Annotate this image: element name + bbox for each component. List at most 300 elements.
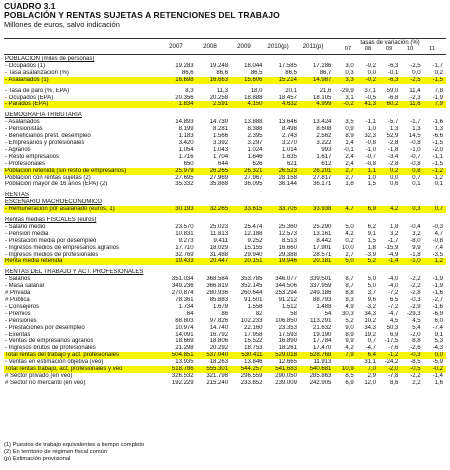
- rate-cell: -1,5: [432, 139, 443, 146]
- rate-cell: [401, 56, 423, 63]
- value-cell: [197, 199, 231, 206]
- value-cell: 88.793: [313, 297, 332, 303]
- rate-cell: -2,6: [410, 345, 421, 352]
- rate-cell: -0,5: [365, 94, 376, 101]
- rate-cell: [424, 112, 446, 119]
- table-row: [4, 380, 446, 387]
- value-cell: [162, 192, 196, 199]
- row-label: Población retenida (sin resto de empresarios): [4, 168, 162, 175]
- row-label: - Salario medio: [5, 223, 46, 230]
- table-row: [4, 238, 446, 245]
- table-row: [4, 231, 446, 238]
- value-cell: 14.091: [175, 331, 194, 338]
- rate-cell: 3,2: [412, 230, 421, 237]
- rate-cell: [334, 192, 356, 199]
- rate-cell: [379, 199, 401, 206]
- footnotes: [4, 442, 144, 463]
- rate-cell: [334, 199, 356, 206]
- value-cell: [231, 56, 265, 63]
- rate-cell: [401, 192, 423, 199]
- rate-cell: [401, 217, 423, 224]
- rate-cell: -4,3: [432, 345, 443, 352]
- rate-cell: 4,2: [345, 230, 354, 237]
- rate-cell: -2,5: [401, 77, 423, 84]
- value-cell: 529.018: [266, 352, 300, 359]
- rate-cell: -24,2: [384, 359, 399, 366]
- value-cell: 25.979: [162, 168, 196, 175]
- rate-cell: 41,3: [357, 101, 379, 108]
- value-cell: 650: [183, 160, 194, 167]
- header-rule: [4, 54, 446, 55]
- row-label: - Ingresos brutos de profesionales: [5, 345, 96, 352]
- value-cell: 26.523: [266, 168, 300, 175]
- rate-cell: -0,1: [343, 146, 354, 153]
- value-cell: 337.959: [309, 283, 332, 290]
- rate-cell: 1,2: [424, 258, 446, 265]
- rate-cell: -0,4: [410, 223, 421, 230]
- value-cell: 32.265: [197, 206, 231, 213]
- value-cell: 260.644: [240, 290, 263, 297]
- value-cell: 528.768: [300, 352, 334, 359]
- row-label: # Sector no mercantil (en veo): [5, 379, 86, 386]
- table-row: [4, 332, 446, 339]
- rate-cell: 8,9: [345, 331, 354, 338]
- value-cell: 22.160: [244, 324, 263, 331]
- table-row: [4, 95, 446, 102]
- rate-cell: [357, 199, 379, 206]
- value-cell: 54: [324, 310, 332, 317]
- rate-cell: -1,0: [365, 146, 376, 153]
- rate-cell: [424, 217, 446, 224]
- table-row: [4, 140, 446, 147]
- rate-cell: 2,9: [367, 372, 376, 379]
- rate-cell: -0,2: [424, 366, 446, 373]
- value-cell: 1.635: [281, 153, 297, 160]
- row-label: - Ventas de empresarios agrarios: [5, 338, 94, 345]
- value-cell: [266, 56, 300, 63]
- rate-cell: 14,5: [408, 133, 421, 140]
- value-cell: 19.248: [209, 62, 229, 69]
- value-cell: [266, 192, 300, 199]
- rate-cell: [424, 192, 446, 199]
- value-cell: [197, 56, 231, 63]
- rate-cell: 1,4: [345, 139, 354, 146]
- rate-cell: [379, 112, 401, 119]
- row-label: POBLACIÓN (miles de personas): [5, 56, 95, 62]
- rate-cell: 5,0: [367, 276, 376, 283]
- rate-cell: 4,5: [412, 317, 421, 324]
- rate-cell: -2,9: [410, 303, 421, 310]
- value-cell: 86,6: [216, 69, 229, 76]
- row-label: Total rentas trabajo, act. profesionales y veo: [4, 366, 162, 373]
- value-cell: 19.283: [175, 62, 194, 69]
- rate-cell: 8,5: [345, 372, 354, 379]
- value-cell: [231, 112, 265, 119]
- rate-cell: -0,7: [410, 153, 421, 160]
- rate-year-10: 10: [406, 46, 414, 52]
- value-cell: 368.584: [206, 276, 229, 283]
- value-cell: 253.294: [275, 290, 297, 297]
- rate-cell: [424, 199, 446, 206]
- rate-cell: 2,2: [412, 379, 421, 386]
- rate-cell: 3,2: [389, 230, 399, 237]
- rate-cell: -7,4: [432, 324, 443, 331]
- rate-cell: 7,0: [357, 366, 379, 373]
- row-label: - Ocupados (1): [5, 62, 46, 69]
- col-year-2010: 2010(p): [267, 43, 289, 50]
- value-cell: 1.558: [247, 303, 263, 310]
- value-cell: 540.681: [300, 366, 334, 373]
- rate-cell: 3,5: [345, 119, 354, 126]
- rate-cell: 7,9: [424, 101, 446, 108]
- value-cell: 239.009: [275, 379, 297, 386]
- top-rule: [4, 38, 446, 39]
- value-cell: [162, 112, 196, 119]
- rate-cell: 5,2: [357, 258, 379, 265]
- rate-cell: -0,8: [410, 139, 421, 146]
- value-cell: 8.513: [281, 237, 297, 244]
- value-cell: 15.522: [244, 338, 263, 345]
- row-label: DEMOGRAFÍA TRIBUTARIA: [5, 112, 82, 119]
- value-cell: 612: [321, 160, 332, 167]
- col-year-2007: 2007: [169, 43, 183, 50]
- rate-cell: -2,0: [410, 331, 421, 338]
- value-cell: 14.987: [300, 77, 334, 84]
- rate-cell: 9,6: [367, 297, 376, 303]
- value-cell: 993: [321, 146, 332, 153]
- rate-cell: -0,8: [410, 160, 421, 167]
- value-cell: [300, 199, 334, 206]
- value-cell: 26.321: [231, 168, 265, 175]
- rate-cell: -0,8: [365, 160, 376, 167]
- table-row: [4, 70, 446, 77]
- value-cell: [300, 112, 334, 119]
- rate-cell: -29,9: [340, 87, 354, 94]
- table-row: [4, 161, 446, 168]
- value-cell: 16.890: [278, 338, 297, 345]
- value-cell: 270.874: [171, 290, 194, 297]
- rate-cell: -2,0: [379, 366, 401, 373]
- rate-cell: 0,2: [379, 168, 401, 175]
- table-row: [4, 147, 446, 154]
- table-row: [4, 101, 446, 108]
- value-cell: [300, 192, 334, 199]
- rate-cell: -1,5: [432, 160, 443, 167]
- rate-cell: -7,2: [387, 290, 399, 297]
- rate-cell: 4,7: [334, 206, 356, 213]
- table-row: [4, 245, 446, 252]
- value-cell: 17.710: [175, 244, 194, 251]
- rate-cell: -1,2: [424, 168, 446, 175]
- rate-cell: -0,1: [387, 69, 399, 76]
- value-cell: 20.258: [209, 94, 229, 101]
- row-label: Población con rentas sujetas (2): [5, 174, 91, 181]
- rate-cell: -4,7: [365, 345, 376, 352]
- row-label: Población mayor de 16 años (EPA) (2): [5, 181, 108, 188]
- value-cell: [197, 269, 231, 276]
- rate-cell: 0,9: [345, 126, 354, 133]
- value-cell: 352.145: [240, 283, 263, 290]
- row-label: - Exentas: [5, 331, 31, 338]
- row-label: - Pensionistas: [5, 126, 43, 133]
- value-cell: 29.388: [278, 251, 297, 258]
- rates-header: tasas de variación (%): [360, 40, 420, 46]
- rate-cell: 1,3: [389, 126, 399, 133]
- rate-cell: -1,2: [379, 352, 401, 359]
- rate-cell: [334, 217, 356, 224]
- table-row: [4, 126, 446, 133]
- table-row: [4, 252, 446, 259]
- table-row: [4, 181, 446, 188]
- rate-cell: -4,9: [387, 251, 399, 258]
- rate-cell: 4,7: [434, 230, 443, 237]
- value-cell: 8.498: [281, 126, 297, 133]
- value-cell: 1.512: [281, 303, 297, 310]
- value-cell: 18.669: [175, 338, 194, 345]
- value-cell: 106.850: [275, 317, 297, 324]
- rate-cell: 9,0: [345, 324, 354, 331]
- value-cell: 17.958: [244, 331, 263, 338]
- rate-cell: [334, 359, 356, 366]
- value-cell: [231, 199, 265, 206]
- rate-cell: 30,3: [342, 310, 354, 317]
- rate-cell: 0,3: [401, 206, 423, 213]
- value-cell: 9.273: [178, 237, 194, 244]
- rate-cell: 37,1: [364, 87, 376, 94]
- value-cell: 91.501: [244, 297, 263, 303]
- section-header-row: [4, 217, 446, 224]
- value-cell: 36.095: [244, 181, 263, 188]
- value-cell: 86,6: [181, 69, 194, 76]
- rate-cell: -2,0: [432, 146, 443, 153]
- rate-cell: 11,4: [409, 87, 421, 94]
- rate-cell: -3,4: [387, 153, 399, 160]
- value-cell: 27.967: [244, 174, 263, 181]
- table-row: [4, 77, 446, 84]
- row-label: RENTAS: [5, 192, 29, 199]
- rate-cell: 59,0: [386, 87, 399, 94]
- value-cell: 9.411: [213, 237, 229, 244]
- rate-cell: 2,4: [345, 160, 354, 167]
- value-cell: 58: [290, 310, 297, 317]
- rate-cell: -1,0: [401, 258, 423, 265]
- value-cell: 1.024: [247, 146, 263, 153]
- rate-cell: -2,8: [410, 290, 421, 297]
- value-cell: 14.893: [175, 119, 194, 126]
- value-cell: [231, 269, 265, 276]
- value-cell: 16.792: [209, 331, 229, 338]
- value-cell: 8.199: [178, 126, 194, 133]
- value-cell: 86,5: [250, 69, 263, 76]
- value-cell: 349.236: [171, 283, 194, 290]
- value-cell: 25.023: [209, 223, 229, 230]
- row-label: - Parados (EPA): [4, 101, 162, 108]
- row-label: - Pensiones: [5, 317, 37, 324]
- value-cell: [162, 56, 196, 63]
- value-cell: [197, 192, 231, 199]
- value-cell: 1.716: [178, 153, 194, 160]
- value-cell: 280.936: [206, 290, 229, 297]
- rate-cell: [357, 112, 379, 119]
- table-row: [4, 297, 446, 304]
- rate-cell: 0,3: [345, 69, 354, 76]
- rate-cell: 7,8: [434, 87, 443, 94]
- value-cell: 97.826: [209, 317, 229, 324]
- value-cell: 3.392: [213, 139, 229, 146]
- value-cell: 35.868: [209, 181, 229, 188]
- value-cell: 16.660: [278, 244, 297, 251]
- table-row: [4, 119, 446, 126]
- value-cell: 1.679: [213, 303, 229, 310]
- rate-cell: -1,0: [410, 146, 421, 153]
- value-cell: 19.946: [266, 258, 300, 265]
- rate-cell: 8,8: [345, 290, 354, 297]
- value-cell: [197, 112, 231, 119]
- rate-cell: -17,5: [384, 338, 399, 345]
- row-label: - Prestación media por desempleo: [5, 237, 97, 244]
- table-row: [4, 373, 446, 380]
- rate-cell: -1,6: [432, 119, 443, 126]
- rate-cell: -1,6: [432, 290, 443, 297]
- value-cell: 88.803: [175, 317, 194, 324]
- value-cell: 621: [286, 160, 297, 167]
- rate-cell: [357, 56, 379, 63]
- value-cell: 366.819: [206, 283, 229, 290]
- rate-cell: 0,7: [367, 338, 376, 345]
- value-cell: 18.888: [244, 94, 263, 101]
- footnote-3: (p) Estimación provisional: [4, 456, 71, 462]
- value-cell: 36.171: [313, 181, 332, 188]
- row-label: - Ingresos medios de profesionales: [5, 251, 99, 258]
- rate-cell: 4,5: [389, 317, 399, 324]
- rate-cell: [357, 192, 379, 199]
- table-row: [4, 154, 446, 161]
- value-cell: 16.663: [197, 77, 231, 84]
- rate-cell: 32,3: [364, 133, 376, 140]
- value-cell: 21.298: [175, 345, 194, 352]
- rate-cell: 2,7: [334, 168, 356, 175]
- row-label: - Asalariados: [5, 119, 40, 126]
- value-cell: 8.281: [213, 126, 229, 133]
- value-cell: 33.615: [231, 206, 265, 213]
- rate-cell: 6,4: [357, 352, 379, 359]
- value-cell: 102.233: [240, 317, 263, 324]
- row-label: - Remuneración por asalariado (euros, 1): [4, 206, 162, 213]
- rate-cell: [379, 192, 401, 199]
- row-label: # Pública: [5, 297, 30, 303]
- rate-cell: -3,2: [365, 303, 376, 310]
- rate-cell: 5,0: [367, 283, 376, 290]
- value-cell: 1.734: [178, 303, 194, 310]
- rate-cell: -6,8: [387, 94, 399, 101]
- value-cell: 27.969: [209, 174, 229, 181]
- rate-cell: 1,5: [367, 181, 376, 188]
- rate-cell: [401, 112, 423, 119]
- value-cell: 18.029: [209, 244, 229, 251]
- rate-year-08: 08: [364, 46, 372, 52]
- value-cell: 19.433: [162, 258, 196, 265]
- rate-cell: -4,0: [387, 276, 399, 283]
- data-table: [4, 56, 446, 387]
- rate-cell: -4,7: [387, 310, 399, 317]
- value-cell: 28.571: [313, 251, 332, 258]
- value-cell: 20.292: [209, 345, 229, 352]
- row-label: Total rentas del trabajo y act. profesionales: [4, 352, 162, 359]
- rate-cell: 7,9: [334, 352, 356, 359]
- rate-cell: 6,9: [345, 379, 354, 386]
- value-cell: 13.161: [313, 230, 332, 237]
- row-label: - Tasa de paro (%, EPA): [5, 87, 70, 94]
- row-label: - Prestaciones por desempleo: [5, 324, 85, 331]
- value-cell: 23.353: [278, 324, 297, 331]
- rate-cell: 8,3: [345, 297, 354, 303]
- value-cell: 242.905: [309, 379, 332, 386]
- table-row: [4, 366, 446, 373]
- value-cell: 1.566: [213, 133, 229, 140]
- row-label: - Premios: [5, 310, 31, 317]
- value-cell: 2.395: [247, 133, 263, 140]
- row-label: - Consejeros: [5, 303, 40, 310]
- rate-cell: 5,4: [412, 324, 421, 331]
- rate-cell: -1,5: [424, 77, 446, 84]
- rate-cell: 4,2: [379, 206, 401, 213]
- value-cell: 30.193: [162, 206, 196, 213]
- value-cell: 3.222: [316, 139, 332, 146]
- value-cell: 20.447: [197, 258, 231, 265]
- value-cell: 20.356: [175, 94, 194, 101]
- rate-cell: -1,6: [432, 303, 443, 310]
- value-cell: 541.683: [266, 366, 300, 373]
- row-label: Renta media retenida: [4, 258, 162, 265]
- rate-cell: 10,2: [364, 317, 376, 324]
- table-row: [4, 168, 446, 175]
- rate-cell: -7,6: [387, 345, 399, 352]
- value-cell: 1.054: [178, 146, 194, 153]
- rate-cell: -0,8: [432, 237, 443, 244]
- value-cell: 8,3: [185, 87, 194, 94]
- rate-cell: -0,2: [334, 101, 356, 108]
- value-cell: 32.769: [175, 251, 194, 258]
- value-cell: 215.240: [206, 379, 229, 386]
- value-cell: 555.301: [197, 366, 231, 373]
- value-cell: 4.632: [266, 101, 300, 108]
- rate-cell: 4,2: [345, 345, 354, 352]
- rate-cell: 0,6: [389, 181, 399, 188]
- rate-cell: -6,9: [432, 310, 443, 317]
- value-cell: 25.290: [313, 223, 332, 230]
- rate-cell: 9,9: [412, 244, 421, 251]
- value-cell: 249.186: [309, 290, 332, 297]
- rate-cell: [424, 269, 446, 276]
- rate-cell: 4,9: [345, 303, 354, 310]
- value-cell: 28.158: [278, 174, 297, 181]
- value-cell: 13.646: [278, 119, 297, 126]
- rate-cell: -5,7: [387, 119, 399, 126]
- value-cell: 31.488: [209, 251, 229, 258]
- rate-cell: -4,0: [387, 283, 399, 290]
- table-row: [4, 290, 446, 297]
- value-cell: [231, 192, 265, 199]
- footnote-2: (2) En territorio de régimen fiscal común: [4, 449, 108, 455]
- rate-cell: [379, 217, 401, 224]
- rate-cell: 6,0: [434, 317, 443, 324]
- row-label: ESCENARIO MACROECONÓMICO: [5, 199, 103, 206]
- rate-cell: 8,7: [345, 283, 354, 290]
- value-cell: [300, 217, 334, 224]
- value-cell: 36.144: [278, 181, 297, 188]
- value-cell: 21,6: [319, 87, 332, 94]
- value-cell: 15.214: [266, 77, 300, 84]
